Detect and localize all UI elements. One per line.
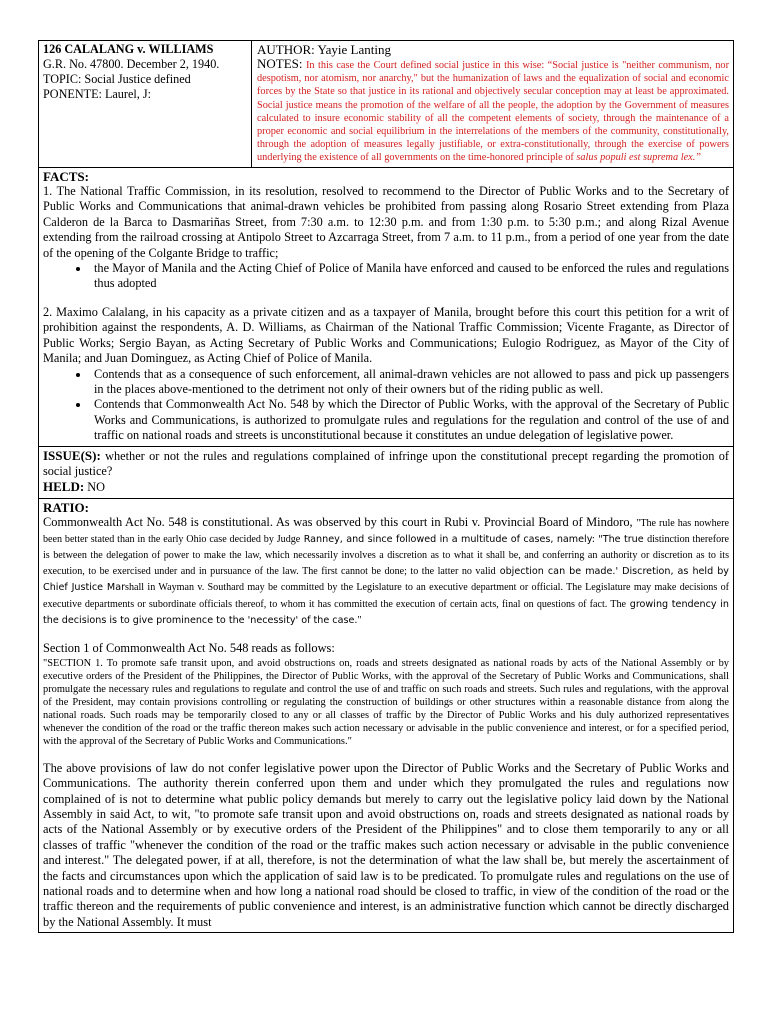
case-info-cell [39,41,252,167]
ratio-section [39,499,733,933]
ratio-heading: RATIO: [43,499,89,515]
facts-bullets-2 [43,367,729,444]
held-label: HELD: [43,479,85,495]
quote-part-b: Ranney, and since followed in a multitude of cases, namely: "The true [303,533,644,545]
facts-paragraph-1: 1. The National Traffic Commission, in its resolution, resolved to recommend to the Director of Public Works and to the Secretary of Public Works and Communications that animal-drawn vehicles be prohibited from passing along Rosario Street extending from Plaza Calderon de la Barca to Dasmariñas Street, from 7:30 a.m. to 12:30 p.m. and from 1:30 p.m. to 5:30 p.m.; and along Rizal Avenue extending from the railroad crossing at Antipolo Street to Azcarraga Street, from 7 a.m. to 11 p.m., from a period of one year from the date of the opening of the Colgante Bridge to traffic; [43,184,729,260]
notes-italic: salus populi est suprema lex.” [576,152,702,164]
ponente: PONENTE: Laurel, J: [43,87,151,101]
notes-body: In this case the Court defined social justice in this wise: “Social justice is "neither communism, nor despotism, nor atomism, nor anarchy," but the humanization of laws and the equalization of social and economic forces by the State so that justice in its rational and objectively secular conception may at least be approximated. Social justice means the promotion of the welfare of all the people, the adoption by the Government of measures calculated to insure economic stability of all the competent elements of society, through the maintenance of a proper economic and social equilibrium in the interrelations of the members of the community, constitutionally, through the adoption of measures legally justifiable, or extra-constitutionally, through the exercise of powers underlying the existence of all governments on the time-honored principle of [257,60,730,164]
ratio-intro: Commonwealth Act No. 548 is constitutional. As was observed by this court in Rubi v. Provincial Board of Mindoro, [43,515,633,530]
facts-section [39,168,733,447]
held-value: NO [87,480,106,495]
quote-part-c: distinction therefore is between the delegation of power to make the law, which necessarily involves a discretion as to what it shall be, and conferring an authority or discretion as to its execution, to be exercised under and in pursuance of the law. The first cannot be done; to the latter no valid [43,533,729,577]
quote-part-e: shall in Wayman v. Southard may be committed by the Legislature to an executive department or official. The Legislature may make decisions of executive departments or subordinate officials thereof, to whom it has committed the execution of certain acts, final on questions of fact. The [43,582,730,610]
section-intro: Section 1 of Commonwealth Act No. 548 reads as follows: [43,641,335,656]
quote-end: " [357,614,362,626]
header-row [39,41,733,168]
ratio-intro-paragraph [43,515,729,628]
topic: TOPIC: Social Justice defined [43,72,191,86]
quote-part-f: growing tendency in the decisions is to give prominence to the 'necessity' of the case. [43,598,729,626]
facts-paragraph-2: 2. Maximo Calalang, in his capacity as a private citizen and as a taxpayer of Manila, brought before this court this petition for a writ of prohibition against the respondents, A. D. Williams, as Chairman of the National Traffic Commission; Vicente Fragante, as Director of Public Works; Sergio Bayan, as Acting Secretary of Public Works and Communications; Eulogio Rodriguez, as Mayor of the City of Manila; and Juan Dominguez, as Acting Chief of Police of Manila. [43,304,729,366]
quote-part-d: objection can be made.' Discretion, as held by Chief Justice Mar [43,565,729,594]
gr-number: G.R. No. 47800. December 2, 1940. [43,57,220,71]
notes-label: NOTES: [257,56,303,71]
document-page [38,40,734,1024]
quote-part-a: "The rule has nowhere been better stated than in the early Ohio case decided by Judge [43,518,729,545]
facts-bullet: • Contends that Commonwealth Act No. 548 by which the Director of Public Works, with the approval of the Secretary of Public Works and Communications, is authorized to promulgate rules and regulations for the regulation and control of the use of and traffic on national roads and streets is unconstitutional because it constitutes an undue delegation of legislative power. [90,397,729,443]
author-notes-cell [252,41,733,167]
issue-text: whether or not the rules and regulations complained of infringe upon the constitutional precept regarding the promotion of social justice? [43,448,729,478]
notes [257,57,729,165]
facts-bullet: • the Mayor of Manila and the Acting Chief of Police of Manila have enforced and caused to be enforced the rules and regulations thus adopted [90,261,729,292]
case-title: 126 CALALANG v. WILLIAMS [43,42,214,56]
facts-bullet: • Contends that as a consequence of such enforcement, all animal-drawn vehicles are not allowed to pass and pick up passengers in the places above-mentioned to the detriment not only of their owners but of the riding public as well. [90,367,729,398]
issue-label: ISSUE(S): [43,447,101,463]
author: AUTHOR: Yayie Lanting [257,42,391,57]
issue-text-block [43,448,729,480]
ratio-final-paragraph: The above provisions of law do not confer legislative power upon the Director of Public Works and the Secretary of Public Works and Communications. The authority therein conferred upon them and under which they promulgated the rules and regulations now complained of is not to determine what public policy demands but merely to carry out the legislative policy laid down by the National Assembly in said Act, to wit, "to promote safe transit upon and avoid obstructions on, roads and streets designated as national roads by acts of the National Assembly or by executive orders of the President of the Philippines" and to close them temporarily to any or all classes of traffic "whenever the condition of the road or the traffic makes such action necessary or advisable in the public convenience and interest." The delegated power, if at all, therefore, is not the determination of what the law shall be, but merely the ascertainment of the facts and circumstances upon which the application of said law is to be predicated. To promulgate rules and regulations on the use of national roads and to determine when and how long a national road should be closed to traffic, in view of the condition of the road or the traffic thereon and the requirements of public convenience and interest, is an administrative function which cannot be directly discharged by the National Assembly. It must [43,760,729,929]
held-line [43,479,729,495]
facts-heading: FACTS: [43,168,89,184]
section-text: "SECTION 1. To promote safe transit upon, and avoid obstructions on, roads and streets designated as national roads by acts of the National Assembly or by executive orders of the President of the Philippines, the Director of Public Works, with the approval of the Secretary of Public Works and Communications, shall promulgate the necessary rules and regulations to regulate and control the use of and traffic on such roads and streets. Such rules and regulations, with the approval of the President, may contain provisions controlling or regulating the construction of buildings or other structures within a reasonable distance from along the national roads. Such roads may be temporarily closed to any or all classes of traffic by the Director of Public Works and his duly authorized representatives whenever the condition of the road or the traffic thereon makes such action necessary or advisable in the public convenience and interest, or for a specified period, with the approval of the Secretary of Public Works and Communications." [43,657,729,747]
facts-bullets-1 [43,261,729,292]
case-digest-table [38,40,734,933]
issue-section [39,447,733,499]
